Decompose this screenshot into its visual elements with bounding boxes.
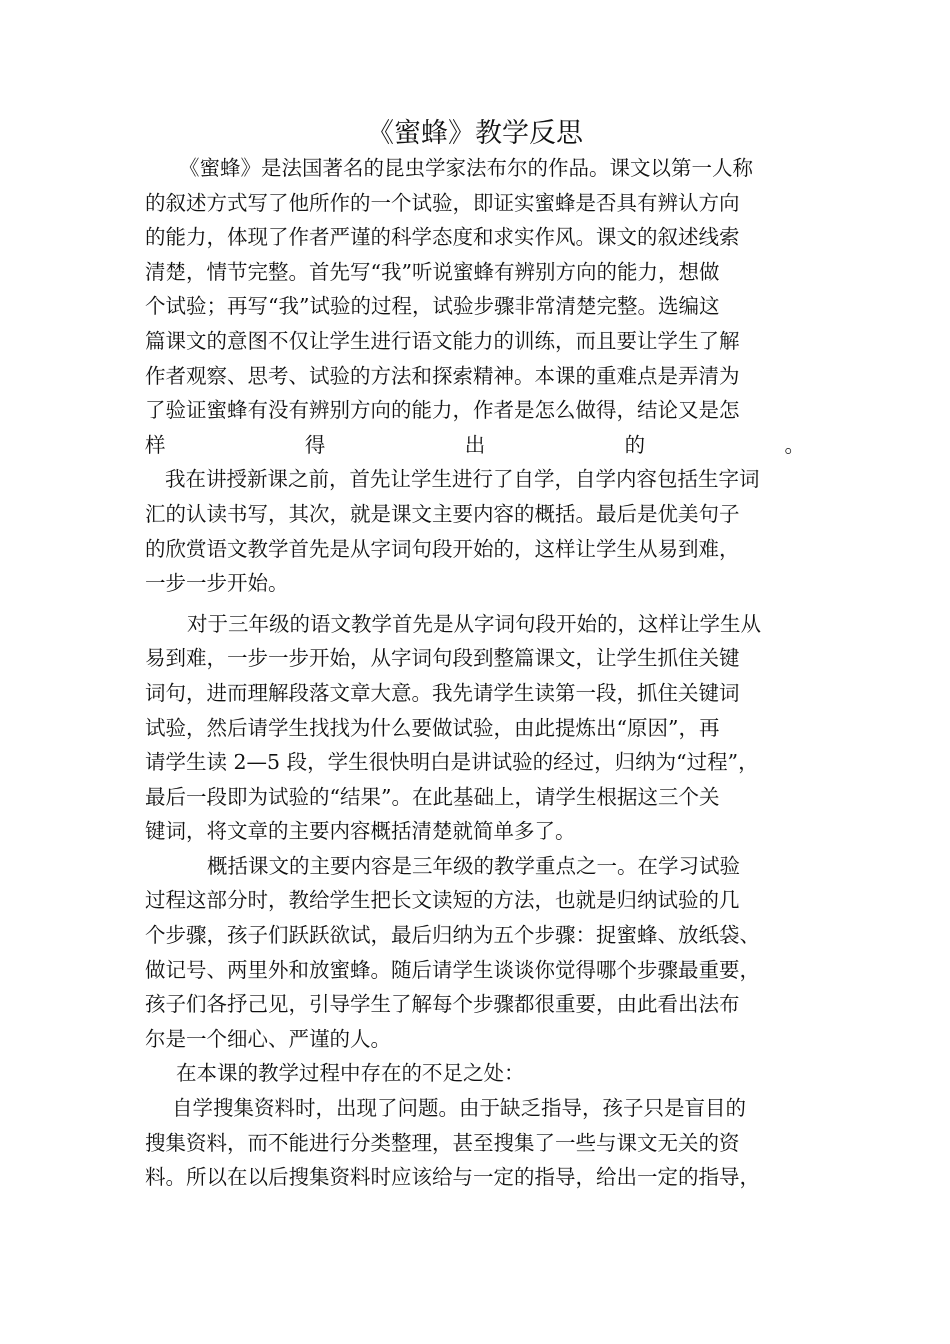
paragraph-4-line: 概括课文的主要内容是三年级的教学重点之一。在学习试验 <box>207 853 740 878</box>
paragraph-2-line: 的欣赏语文教学首先是从字词句段开始的，这样让学生从易到难， <box>145 536 740 561</box>
paragraph-3-line: 词句，进而理解段落文章大意。我先请学生读第一段，抓住关键词 <box>145 680 740 705</box>
paragraph-1-line: 清楚，情节完整。首先写“我”听说蜜蜂有辨别方向的能力，想做 <box>145 259 720 284</box>
paragraph-4-line: 过程这部分时，教给学生把长文读短的方法，也就是归纳试验的几 <box>145 888 740 913</box>
paragraph-4-line: 尔是一个细心、严谨的人。 <box>145 1026 391 1051</box>
paragraph-1-line: 的叙述方式写了他所作的一个试验，即证实蜜蜂是否具有辨认方向 <box>145 190 740 215</box>
paragraph-3-line: 试验，然后请学生找找为什么要做试验，由此提炼出“原因”，再 <box>145 715 720 740</box>
paragraph-3-line: 请学生读 2—5 段，学生很快明白是讲试验的经过，归纳为“过程”， <box>145 750 759 775</box>
document-title: 《蜜蜂》教学反思 <box>367 118 583 149</box>
paragraph-1-line: 个试验；再写“我”试验的过程，试验步骤非常清楚完整。选编这 <box>145 294 720 319</box>
paragraph-1-line: 《蜜蜂》是法国著名的昆虫学家法布尔的作品。课文以第一人称 <box>179 156 753 180</box>
paragraph-6-line: 自学搜集资料时，出现了问题。由于缺乏指导，孩子只是盲目的 <box>172 1096 746 1121</box>
paragraph-1-line: 的能力，体现了作者严谨的科学态度和求实作风。课文的叙述线索 <box>145 225 740 250</box>
paragraph-1-line: 了验证蜜蜂有没有辨别方向的能力，作者是怎么做得，结论又是怎 <box>145 398 740 423</box>
paragraph-3-line: 对于三年级的语文教学首先是从字词句段开始的，这样让学生从 <box>187 611 761 636</box>
paragraph-1-line: 篇课文的意图不仅让学生进行语文能力的训练，而且要让学生了解 <box>145 328 740 353</box>
justified-char: 样 <box>145 432 166 457</box>
justified-char: 出 <box>464 432 486 457</box>
paragraph-2-line: 一步一步开始。 <box>145 571 289 596</box>
paragraph-3-line: 最后一段即为试验的“结果”。在此基础上，请学生根据这三个关 <box>145 784 720 809</box>
paragraph-4-line: 做记号、两里外和放蜜蜂。随后请学生谈谈你觉得哪个步骤最重要， <box>145 957 760 982</box>
paragraph-6-line: 搜集资料，而不能进行分类整理，甚至搜集了一些与课文无关的资 <box>145 1130 740 1155</box>
justified-char: 得 <box>304 432 326 457</box>
paragraph-4-line: 个步骤，孩子们跃跃欲试，最后归纳为五个步骤：捉蜜蜂、放纸袋、 <box>145 923 760 948</box>
paragraph-2-line: 汇的认读书写，其次，就是课文主要内容的概括。最后是优美句子 <box>145 501 740 526</box>
document-body <box>145 151 815 1195</box>
justified-char: 。 <box>784 432 805 457</box>
paragraph-5-line: 在本课的教学过程中存在的不足之处： <box>176 1061 525 1086</box>
paragraph-2-line: 我在讲授新课之前，首先让学生进行了自学，自学内容包括生字词 <box>165 467 760 492</box>
justified-char: 的 <box>624 432 646 457</box>
paragraph-4-line: 孩子们各抒己见，引导学生了解每个步骤都很重要，由此看出法布 <box>145 992 740 1017</box>
paragraph-3-line: 键词，将文章的主要内容概括清楚就简单多了。 <box>145 819 576 844</box>
paragraph-1-line: 作者观察、思考、试验的方法和探索精神。本课的重难点是弄清为 <box>145 363 740 388</box>
paragraph-6-line: 料。所以在以后搜集资料时应该给与一定的指导，给出一定的指导， <box>145 1165 760 1190</box>
paragraph-3-line: 易到难，一步一步开始，从字词句段到整篇课文，让学生抓住关键 <box>145 646 740 671</box>
paragraph-1-justified-line <box>145 428 815 463</box>
